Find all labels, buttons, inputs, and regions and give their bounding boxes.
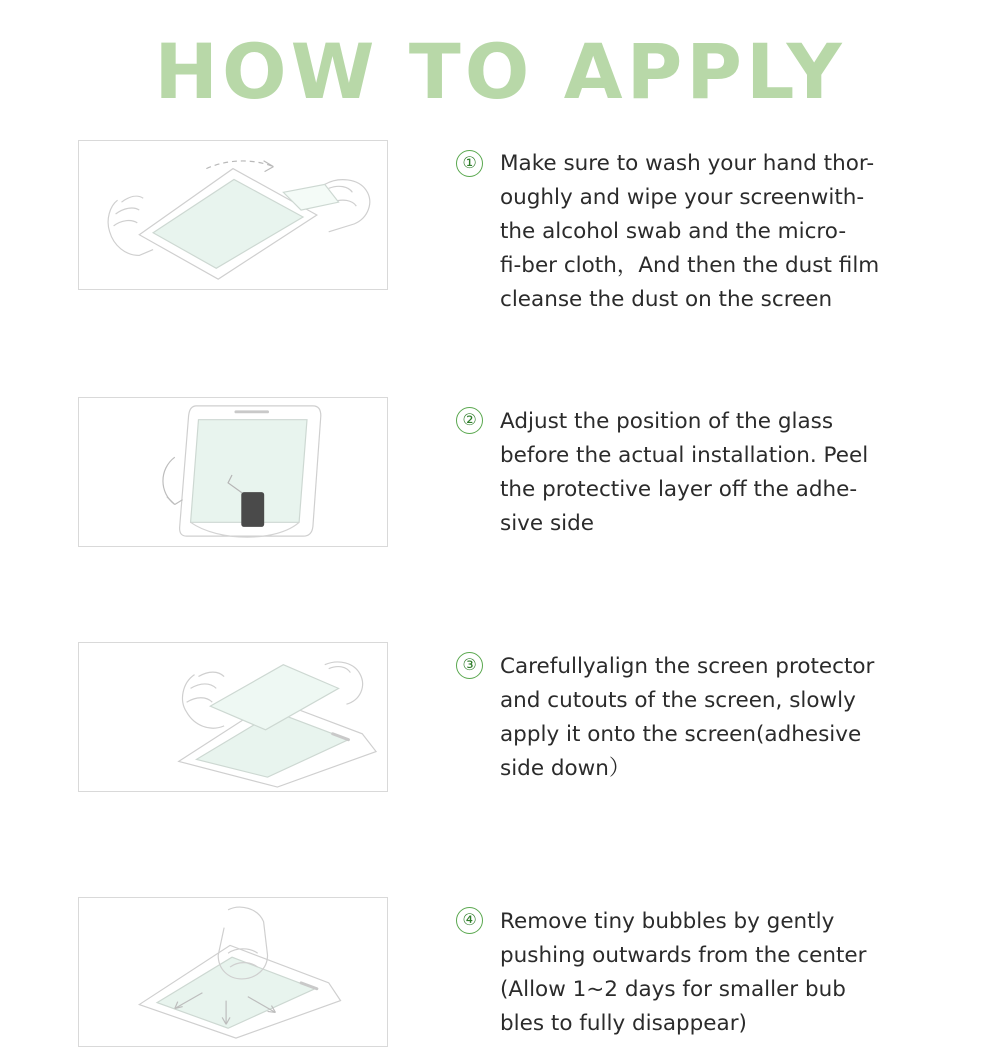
step-4-illustration <box>78 897 388 1047</box>
step-3-text <box>456 642 911 786</box>
step-1-line-2: oughly and wipe your screenwith- <box>500 185 865 210</box>
step-3-line-2: and cutouts of the screen, slowly <box>500 688 856 713</box>
page-title: HOW TO APPLY <box>154 27 846 116</box>
step-3-line-3: apply it onto the screen(adhesive <box>500 722 862 747</box>
list-item <box>0 397 1000 547</box>
step-2-text <box>456 397 911 541</box>
step-2-line-3: the protective layer off the adhe- <box>500 477 858 502</box>
step-1-illustration <box>78 140 388 290</box>
step-4-number: ④ <box>456 907 483 934</box>
step-1-line-3: the alcohol swab and the micro- <box>500 219 847 244</box>
step-1-number: ① <box>456 150 483 177</box>
list-item <box>0 140 1000 317</box>
step-3-illustration <box>78 642 388 792</box>
step-2-line-4: sive side <box>500 511 595 536</box>
step-1-line-5: cleanse the dust on the screen <box>500 287 833 312</box>
step-3-line-4: side down） <box>500 756 631 781</box>
list-item <box>0 897 1000 1047</box>
step-2-illustration <box>78 397 388 547</box>
step-3-number: ③ <box>456 652 483 679</box>
step-4-line-4: bles to fully disappear) <box>500 1011 747 1036</box>
step-1-text <box>456 140 911 317</box>
list-item <box>0 642 1000 792</box>
step-4-line-1: Remove tiny bubbles by gently <box>500 909 835 934</box>
step-2-number: ② <box>456 407 483 434</box>
steps-list <box>0 140 1000 1047</box>
step-4-line-3: (Allow 1~2 days for smaller bub <box>500 977 846 1002</box>
step-3-line-1: Carefullyalign the screen protector <box>500 654 875 679</box>
step-4-text <box>456 897 911 1041</box>
step-4-line-2: pushing outwards from the center <box>500 943 867 968</box>
step-1-line-4: fi-ber cloth，And then the dust film <box>500 253 880 278</box>
step-2-line-1: Adjust the position of the glass <box>500 409 834 434</box>
step-1-line-1: Make sure to wash your hand thor- <box>500 151 875 176</box>
step-2-line-2: before the actual installation. Peel <box>500 443 869 468</box>
